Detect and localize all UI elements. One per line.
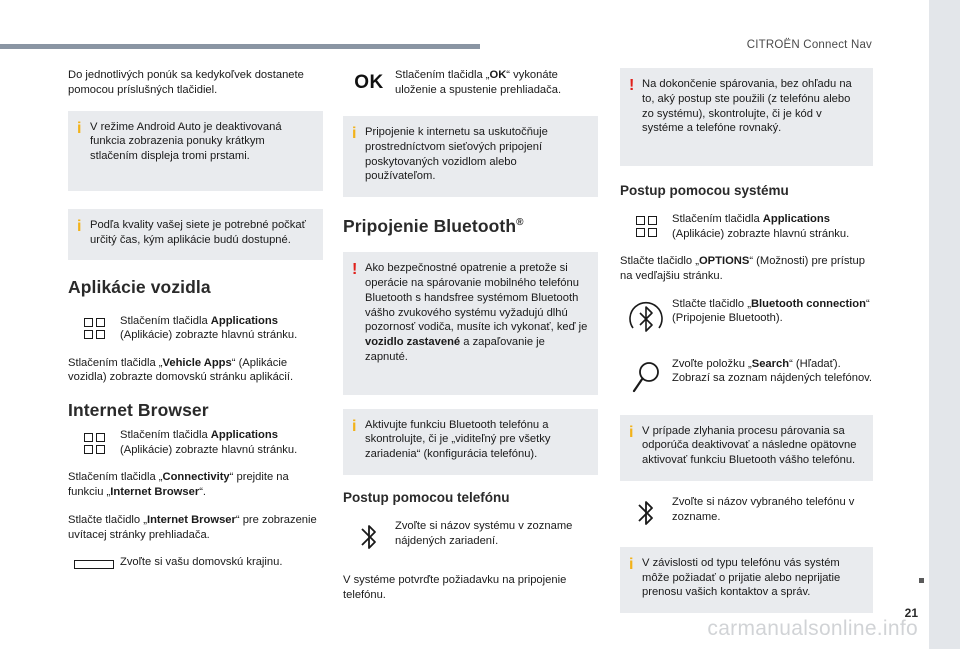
ok-icon: OK [354, 72, 384, 94]
vehicle-apps-text: Stlačením tlačidla „Vehicle Apps“ (Aplikácie vozidla) zobrazte domovskú stránku aplikácií. [68, 356, 294, 384]
options-text: Stlačte tlačidlo „OPTIONS“ (Možnosti) pre prístup na vedľajšiu stránku. [620, 254, 865, 282]
warning-icon: ! [352, 261, 358, 279]
phone-select-step: Zvoľte si názov systému v zozname nájdených zariadení. [343, 519, 598, 555]
warning-icon: ! [629, 77, 635, 94]
warning-box-pairing-code: ! Na dokončenie spárovania, bez ohľadu na to, aký postup ste použili (z telefónu alebo zo systému), skontrolujte, či je kód v systéme a telefóne rovnaký. [620, 68, 873, 166]
browser-welcome-text: Stlačte tlačidlo „Internet Browser“ pre zobrazenie uvítacej stránky prehliadača. [68, 513, 317, 541]
info-icon: i [629, 423, 634, 441]
header-title: CITROËN Connect Nav [746, 39, 872, 51]
apps-grid-icon [68, 314, 120, 344]
heading-phone-procedure: Postup pomocou telefónu [343, 490, 510, 506]
system-apps-step: Stlačením tlačidla Applications (Aplikácie) zobrazte hlavnú stránku. [620, 212, 873, 242]
bluetooth-icon [343, 519, 395, 555]
info-box-pairing-failure: i V prípade zlyhania procesu párovania sa odporúča deaktivovať a následne opätovne aktivovať funkciu Bluetooth vášho telefónu. [620, 415, 873, 481]
info-box-internet: i Pripojenie k internetu sa uskutočňuje prostredníctvom sieťových pripojení poskytovaných vozidlom alebo používateľom. [343, 116, 598, 197]
search-step: Zvoľte položku „Search“ (Hľadať). Zobrazí sa zoznam nájdených telefónov. [620, 357, 873, 397]
info-box-visibility: i Aktivujte funkciu Bluetooth telefónu a skontrolujte, či je „viditeľný pre všetky zariadenia“ (konfigurácia telefónu). [343, 409, 598, 475]
column-3 [620, 68, 873, 627]
intro-text: Do jednotlivých ponúk sa kedykoľvek dostanete pomocou príslušných tlačidiel. [68, 69, 304, 96]
column-1 [68, 68, 323, 585]
column-2 [343, 68, 598, 615]
applications-label: Applications [210, 314, 278, 327]
heading-internet-browser: Internet Browser [68, 400, 209, 421]
connectivity-text: Stlačením tlačidla „Connectivity“ prejdite na funkciu „Internet Browser“. [68, 471, 289, 498]
info-text: Podľa kvality vašej siete je potrebné počkať určitý čas, kým aplikácie budú dostupné. [90, 218, 306, 246]
search-icon [620, 357, 672, 397]
select-phone-step: Zvoľte si názov vybraného telefónu v zozname. [620, 495, 873, 531]
vehicle-apps-step: Stlačením tlačidla Applications (Aplikácie) zobrazte hlavnú stránku. [68, 314, 323, 344]
info-icon: i [352, 417, 357, 435]
input-bar-icon [68, 555, 120, 573]
bluetooth-circle-icon [620, 297, 672, 341]
info-icon: i [77, 217, 82, 235]
header-rule [0, 44, 480, 49]
info-icon: i [77, 119, 82, 137]
heading-vehicle-apps: Aplikácie vozidla [68, 277, 211, 298]
country-step: Zvoľte si vašu domovskú krajinu. [68, 555, 323, 573]
side-strip [929, 0, 960, 649]
info-box-android-auto [68, 111, 323, 191]
heading-bluetooth: Pripojenie Bluetooth® [343, 216, 524, 237]
info-box-network [68, 209, 323, 261]
apps-grid-icon [68, 428, 120, 458]
page-number: 21 [904, 606, 918, 620]
watermark: carmanualsonline.info [707, 617, 918, 641]
apps-grid-icon [620, 212, 672, 242]
bluetooth-icon [620, 495, 672, 531]
info-icon: i [352, 125, 357, 142]
phone-confirm-text: V systéme potvrďte požiadavku na pripojenie telefónu. [343, 573, 567, 601]
heading-system-procedure: Postup pomocou systému [620, 183, 789, 199]
warning-box-safety: ! Ako bezpečnostné opatrenie a pretože si operácie na spárovanie mobilného telefónu Bluetooth s handsfree systémom Bluetooth vášho zvukového systému vyžadujú dlhú pozornosť vodiča, musíte ich vykonať, keď je vozidlo zastavené a zapaľovanie je zapnuté. [343, 252, 598, 394]
info-text: V režime Android Auto je deaktivovaná funkcia zobrazenia ponuky krátkym stlačením displeja tromi prstami. [90, 120, 282, 163]
bluetooth-connection-step: Stlačte tlačidlo „Bluetooth connection“ (Pripojenie Bluetooth). [620, 297, 873, 341]
page-marker [919, 578, 924, 583]
ok-step: OK Stlačením tlačidla „OK“ vykonáte uloženie a spustenie prehliadača. [343, 68, 598, 98]
info-box-contacts: i V závislosti od typu telefónu vás systém môže požiadať o prijatie alebo neprijatie prenosu vašich kontaktov a správ. [620, 547, 873, 613]
info-icon: i [629, 555, 634, 573]
browser-apps-step: Stlačením tlačidla Applications (Aplikácie) zobrazte hlavnú stránku. [68, 428, 323, 458]
